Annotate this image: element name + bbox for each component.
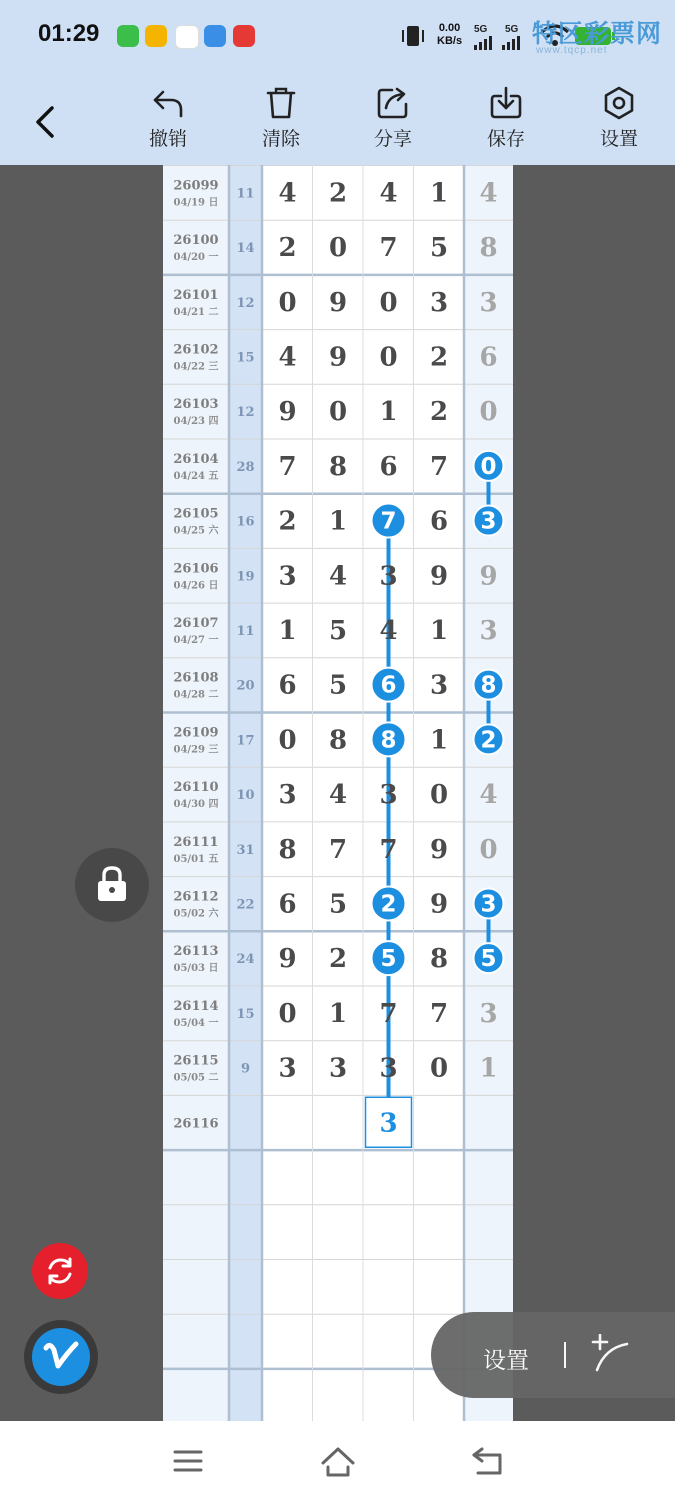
prediction-period: 26116: [173, 1116, 219, 1132]
refresh-icon: [45, 1256, 75, 1286]
sum-value: 24: [236, 952, 255, 968]
period-label: 26106: [173, 561, 219, 577]
sum-value: 9: [240, 1061, 251, 1077]
watermark-url: www.tqcp.net: [536, 45, 608, 56]
net-speed: [437, 22, 462, 48]
save-button[interactable]: [471, 80, 541, 160]
draw-digit: 3: [379, 780, 398, 811]
wechat-icon: [117, 25, 139, 47]
lock-button[interactable]: [75, 848, 149, 922]
shop-icon: [233, 25, 255, 47]
sum-value: 12: [236, 405, 255, 421]
undo-label: 撤销: [148, 129, 187, 150]
draw-digit: 6: [379, 451, 398, 482]
net-speed-unit: KB/s: [437, 35, 463, 47]
draw-digit: 2: [429, 397, 449, 428]
draw-digit: 0: [278, 998, 297, 1029]
draw-digit: 9: [328, 342, 348, 373]
tail-highlight-digit: 3: [480, 891, 497, 918]
sum-value: 19: [236, 569, 255, 585]
tail-digit: 4: [479, 780, 498, 811]
settings-label: 设置: [599, 129, 638, 150]
draw-digit: 5: [429, 233, 449, 264]
draw-digit: 3: [429, 670, 449, 701]
draw-digit: 2: [328, 178, 348, 209]
draw-digit: 3: [379, 1053, 398, 1084]
tail-digit: 3: [479, 615, 498, 646]
draw-digit: 2: [278, 233, 297, 264]
status-time: 01:29: [38, 20, 100, 47]
draw-digit: 4: [328, 561, 348, 592]
draw-digit: 4: [379, 615, 398, 646]
period-label: 26107: [173, 615, 219, 631]
draw-digit: 3: [278, 561, 297, 592]
tail-digit: 0: [479, 397, 498, 428]
undo-button[interactable]: [133, 80, 203, 160]
date-label: 04/26 日: [173, 580, 219, 592]
draw-digit: 2: [328, 944, 348, 975]
date-label: 04/21 二: [173, 306, 219, 318]
draw-digit: 1: [379, 397, 398, 428]
draw-digit: 4: [278, 178, 297, 209]
draw-digit: 7: [379, 834, 398, 865]
period-label: 26115: [173, 1053, 219, 1069]
period-label: 26110: [173, 780, 219, 796]
sum-value: 20: [236, 678, 255, 694]
system-nav-bar: [0, 1421, 675, 1500]
draw-digit: 3: [278, 780, 297, 811]
date-label: 05/04 一: [173, 1017, 219, 1029]
draw-digit: 0: [379, 342, 398, 373]
draw-digit: 4: [278, 342, 297, 373]
net-speed-value: 0.00: [438, 22, 461, 34]
watermark: 特区彩票网: [532, 20, 663, 48]
photo-icon: [204, 25, 226, 47]
clear-label: 清除: [261, 129, 300, 150]
vibrate-icon: [398, 24, 428, 48]
map-icon: [175, 25, 199, 49]
draw-digit: 0: [328, 233, 348, 264]
draw-digit: 0: [379, 287, 398, 318]
date-label: 04/29 三: [173, 744, 219, 756]
tail-digit: 3: [479, 287, 498, 318]
period-label: 26103: [173, 397, 219, 413]
tail-highlight-digit: 3: [480, 508, 497, 535]
sum-value: 22: [236, 897, 255, 913]
sum-value: 31: [236, 842, 255, 858]
sum-value: 15: [236, 1006, 255, 1022]
date-label: 05/03 日: [173, 963, 219, 975]
sum-value: 10: [236, 788, 255, 804]
sum-value: 17: [236, 733, 255, 749]
trash-icon: [264, 86, 298, 120]
period-label: 26099: [173, 178, 219, 194]
tail-digit: 1: [479, 1053, 498, 1084]
draw-digit: 9: [429, 561, 449, 592]
draw-digit: 6: [278, 889, 297, 920]
draw-digit: 8: [429, 944, 449, 975]
sum-value: 14: [236, 241, 255, 257]
draw-digit: 8: [278, 834, 297, 865]
date-label: 04/20 一: [173, 252, 219, 264]
draw-digit: 0: [429, 1053, 449, 1084]
signal-5g-1: 5G: [474, 24, 488, 35]
tail-digit: 0: [479, 834, 498, 865]
draw-digit: 5: [328, 670, 348, 701]
draw-tool-button[interactable]: [24, 1320, 98, 1394]
draw-digit: 8: [328, 451, 348, 482]
tail-digit: 4: [479, 178, 498, 209]
prediction-value: 3: [379, 1108, 398, 1139]
draw-digit: 0: [278, 287, 297, 318]
draw-digit: 9: [278, 944, 297, 975]
share-icon: [376, 86, 410, 120]
date-label: 04/30 四: [173, 799, 219, 811]
draw-digit: 1: [429, 725, 449, 756]
draw-digit: 3: [328, 1053, 348, 1084]
share-button[interactable]: [358, 80, 428, 160]
toolbar: [0, 72, 675, 165]
period-label: 26104: [173, 451, 219, 467]
date-label: 05/01 五: [173, 853, 219, 865]
download-icon: [489, 86, 523, 120]
draw-digit: 1: [278, 615, 297, 646]
period-label: 26109: [173, 725, 219, 741]
undo-icon: [151, 86, 185, 120]
draw-digit: 0: [429, 780, 449, 811]
clear-button[interactable]: [246, 80, 316, 160]
tail-digit: 9: [479, 561, 498, 592]
sum-value: 28: [236, 459, 255, 475]
draw-tool-inner: [32, 1328, 90, 1386]
floating-panel: [431, 1312, 675, 1398]
menu-icon[interactable]: [172, 1445, 204, 1477]
period-label: 26111: [173, 834, 219, 850]
draw-digit: 5: [328, 615, 348, 646]
highlight-digit: 6: [380, 672, 397, 699]
draw-digit: 6: [278, 670, 297, 701]
sum-value: 11: [236, 186, 255, 202]
share-label: 分享: [373, 129, 412, 150]
back-nav-icon[interactable]: [470, 1445, 504, 1477]
draw-digit: 7: [429, 451, 449, 482]
tail-digit: 6: [479, 342, 498, 373]
settings-button[interactable]: [584, 80, 654, 160]
draw-digit: 2: [429, 342, 449, 373]
draw-digit: 7: [429, 998, 449, 1029]
draw-digit: 9: [429, 834, 449, 865]
period-label: 26105: [173, 506, 219, 522]
draw-digit: 7: [379, 233, 398, 264]
trend-chart-svg: [163, 165, 513, 1421]
draw-digit: 9: [328, 287, 348, 318]
draw-digit: 4: [379, 178, 398, 209]
video-icon: [145, 25, 167, 47]
draw-digit: 4: [328, 780, 348, 811]
date-label: 04/19 日: [173, 197, 219, 209]
draw-digit: 6: [429, 506, 449, 537]
draw-digit: 3: [379, 561, 398, 592]
highlight-digit: 7: [380, 508, 397, 535]
floating-divider: [564, 1342, 566, 1368]
draw-digit: 3: [278, 1053, 297, 1084]
refresh-button[interactable]: [32, 1243, 88, 1299]
draw-digit: 9: [278, 397, 297, 428]
trend-chart[interactable]: [163, 165, 513, 1421]
date-label: 05/05 二: [173, 1072, 219, 1084]
date-label: 04/25 六: [173, 525, 219, 537]
draw-digit: 7: [379, 998, 398, 1029]
draw-digit: 0: [278, 725, 297, 756]
sum-value: 12: [236, 295, 255, 311]
tail-highlight-digit: 2: [480, 727, 497, 754]
back-icon[interactable]: [28, 102, 64, 142]
draw-digit: 9: [429, 889, 449, 920]
date-label: 04/27 一: [173, 634, 219, 646]
period-label: 26101: [173, 287, 219, 303]
date-label: 05/02 六: [173, 908, 219, 920]
floating-settings-button[interactable]: 设置: [483, 1347, 529, 1373]
save-label: 保存: [486, 129, 525, 150]
draw-digit: 2: [278, 506, 297, 537]
signal-bars-icon: [474, 36, 530, 50]
home-icon[interactable]: [320, 1445, 356, 1479]
highlight-digit: 5: [380, 946, 397, 973]
date-label: 04/23 四: [173, 416, 219, 428]
period-label: 26112: [173, 889, 219, 905]
date-label: 04/28 二: [173, 689, 219, 701]
settings-icon: [602, 86, 636, 120]
draw-digit: 1: [328, 998, 348, 1029]
highlight-digit: 8: [380, 727, 397, 754]
tail-highlight-digit: 5: [480, 946, 497, 973]
tail-digit: 3: [479, 998, 498, 1029]
draw-digit: 7: [278, 451, 297, 482]
v-logo-icon: [42, 1340, 80, 1374]
status-bar: [0, 0, 675, 72]
tail-highlight-digit: 0: [480, 453, 497, 480]
draw-digit: 5: [328, 889, 348, 920]
period-label: 26100: [173, 233, 219, 249]
draw-line-icon[interactable]: [591, 1334, 631, 1374]
period-label: 26113: [173, 944, 219, 960]
period-label: 26114: [173, 998, 219, 1014]
sum-value: 16: [236, 514, 255, 530]
period-label: 26102: [173, 342, 219, 358]
date-label: 04/24 五: [173, 470, 219, 482]
draw-digit: 1: [429, 615, 449, 646]
date-label: 04/22 三: [173, 361, 219, 373]
draw-digit: 7: [328, 834, 348, 865]
sum-value: 15: [236, 350, 255, 366]
draw-digit: 1: [328, 506, 348, 537]
draw-digit: 1: [429, 178, 449, 209]
sum-value: 11: [236, 623, 255, 639]
tail-digit: 8: [479, 233, 498, 264]
lock-icon: [95, 865, 129, 903]
signal-5g-2: 5G: [505, 24, 519, 35]
draw-digit: 0: [328, 397, 348, 428]
highlight-digit: 2: [380, 891, 397, 918]
period-label: 26108: [173, 670, 219, 686]
tail-highlight-digit: 8: [480, 672, 497, 699]
draw-digit: 3: [429, 287, 449, 318]
draw-digit: 8: [328, 725, 348, 756]
